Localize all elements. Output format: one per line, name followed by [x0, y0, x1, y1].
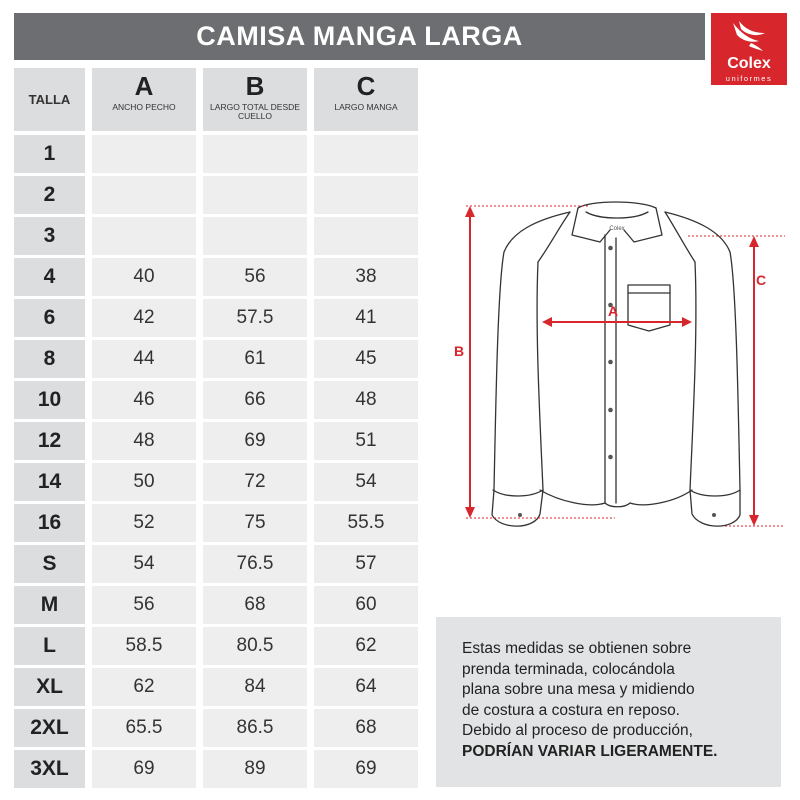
bird-icon	[729, 19, 769, 53]
cell-c: 54	[314, 463, 418, 501]
note-emphasis: PODRÍAN VARIAR LIGERAMENTE.	[462, 742, 718, 760]
cell-c	[314, 135, 418, 173]
measure-c-label: C	[756, 272, 767, 288]
column-desc: ANCHO PECHO	[112, 102, 176, 112]
row-talla: 10	[14, 381, 85, 419]
cell-c: 55.5	[314, 504, 418, 542]
cell-a: 52	[92, 504, 196, 542]
cell-b: 76.5	[203, 545, 307, 583]
page-title: CAMISA MANGA LARGA	[14, 13, 705, 60]
note-line: plana sobre una mesa y midiendo	[462, 681, 695, 698]
cell-c: 45	[314, 340, 418, 378]
talla-header: TALLA	[14, 68, 85, 131]
logo-brand: Colex	[727, 55, 771, 72]
left-sleeve	[492, 212, 570, 526]
measure-b-label: B	[454, 343, 465, 359]
cell-b: 61	[203, 340, 307, 378]
measure-c-arrow-bottom	[749, 515, 759, 526]
right-sleeve	[665, 212, 740, 526]
row-talla: 4	[14, 258, 85, 296]
row-talla: S	[14, 545, 85, 583]
right-cuff-line	[690, 490, 740, 496]
column-letter: B	[245, 71, 265, 101]
cell-b: 86.5	[203, 709, 307, 747]
cell-b: 57.5	[203, 299, 307, 337]
cell-b	[203, 217, 307, 255]
cell-c: 57	[314, 545, 418, 583]
measure-c-arrow-top	[749, 236, 759, 247]
right-body-side	[690, 262, 696, 490]
collar-left	[572, 208, 610, 242]
cell-c: 48	[314, 381, 418, 419]
row-talla: 1	[14, 135, 85, 173]
cell-a	[92, 176, 196, 214]
cell-c	[314, 217, 418, 255]
column-header-a	[92, 68, 196, 131]
note-line: Estas medidas se obtienen sobre	[462, 640, 692, 657]
chest-pocket	[628, 285, 670, 331]
note-line: prenda terminada, colocándola	[462, 660, 675, 678]
cell-a: 40	[92, 258, 196, 296]
collar-band	[586, 212, 648, 218]
row-talla: 2XL	[14, 709, 85, 747]
column-desc: LARGO TOTAL DESDE CUELLO	[210, 102, 300, 121]
measure-a-arrow-left	[542, 317, 552, 327]
cell-b: 84	[203, 668, 307, 706]
button	[712, 513, 716, 517]
shirt-diagram	[440, 190, 790, 535]
column-letter: C	[356, 71, 376, 101]
row-talla: 3XL	[14, 750, 85, 788]
row-talla: 3	[14, 217, 85, 255]
cell-b: 72	[203, 463, 307, 501]
row-talla: 8	[14, 340, 85, 378]
cell-a: 46	[92, 381, 196, 419]
note-text	[462, 639, 772, 762]
collar-back	[578, 202, 656, 208]
row-talla: XL	[14, 668, 85, 706]
cell-a: 58.5	[92, 627, 196, 665]
column-letter: A	[134, 71, 154, 101]
brand-logo	[711, 13, 787, 85]
button	[608, 455, 613, 460]
note-line: de costura a costura en reposo.	[462, 701, 680, 719]
left-cuff-line	[493, 490, 543, 496]
cell-c: 68	[314, 709, 418, 747]
column-header-c	[314, 68, 418, 131]
cell-b: 68	[203, 586, 307, 624]
left-body-side	[537, 262, 543, 490]
cell-b: 69	[203, 422, 307, 460]
row-talla: 2	[14, 176, 85, 214]
measure-b-arrow-top	[465, 206, 475, 217]
button	[608, 246, 613, 251]
cell-a: 62	[92, 668, 196, 706]
row-talla: 12	[14, 422, 85, 460]
row-talla: M	[14, 586, 85, 624]
button	[518, 513, 522, 517]
cell-c: 64	[314, 668, 418, 706]
cell-b: 56	[203, 258, 307, 296]
cell-a: 69	[92, 750, 196, 788]
measure-a-arrow-right	[682, 317, 692, 327]
logo-sub: uniformes	[725, 74, 773, 83]
collar-brand: Colex	[609, 226, 625, 232]
column-header-b	[203, 68, 307, 131]
cell-c: 69	[314, 750, 418, 788]
cell-a: 54	[92, 545, 196, 583]
cell-a	[92, 217, 196, 255]
cell-b: 89	[203, 750, 307, 788]
button	[608, 360, 613, 365]
cell-b: 75	[203, 504, 307, 542]
row-talla: 16	[14, 504, 85, 542]
cell-a: 56	[92, 586, 196, 624]
cell-c: 38	[314, 258, 418, 296]
cell-b	[203, 135, 307, 173]
measure-b-arrow-bottom	[465, 507, 475, 518]
cell-b: 80.5	[203, 627, 307, 665]
button	[608, 408, 613, 413]
cell-a	[92, 135, 196, 173]
column-desc: LARGO MANGA	[334, 102, 398, 112]
cell-b	[203, 176, 307, 214]
cell-a: 44	[92, 340, 196, 378]
cell-c: 51	[314, 422, 418, 460]
cell-a: 42	[92, 299, 196, 337]
measure-a-label: A	[608, 303, 619, 319]
row-talla: 14	[14, 463, 85, 501]
row-talla: 6	[14, 299, 85, 337]
collar-right	[624, 208, 662, 242]
cell-c: 41	[314, 299, 418, 337]
cell-a: 65.5	[92, 709, 196, 747]
cell-b: 66	[203, 381, 307, 419]
cell-c: 62	[314, 627, 418, 665]
measurement-note	[436, 617, 781, 787]
cell-c	[314, 176, 418, 214]
row-talla: L	[14, 627, 85, 665]
cell-a: 48	[92, 422, 196, 460]
cell-a: 50	[92, 463, 196, 501]
cell-c: 60	[314, 586, 418, 624]
note-line: Debido al proceso de producción,	[462, 722, 693, 739]
